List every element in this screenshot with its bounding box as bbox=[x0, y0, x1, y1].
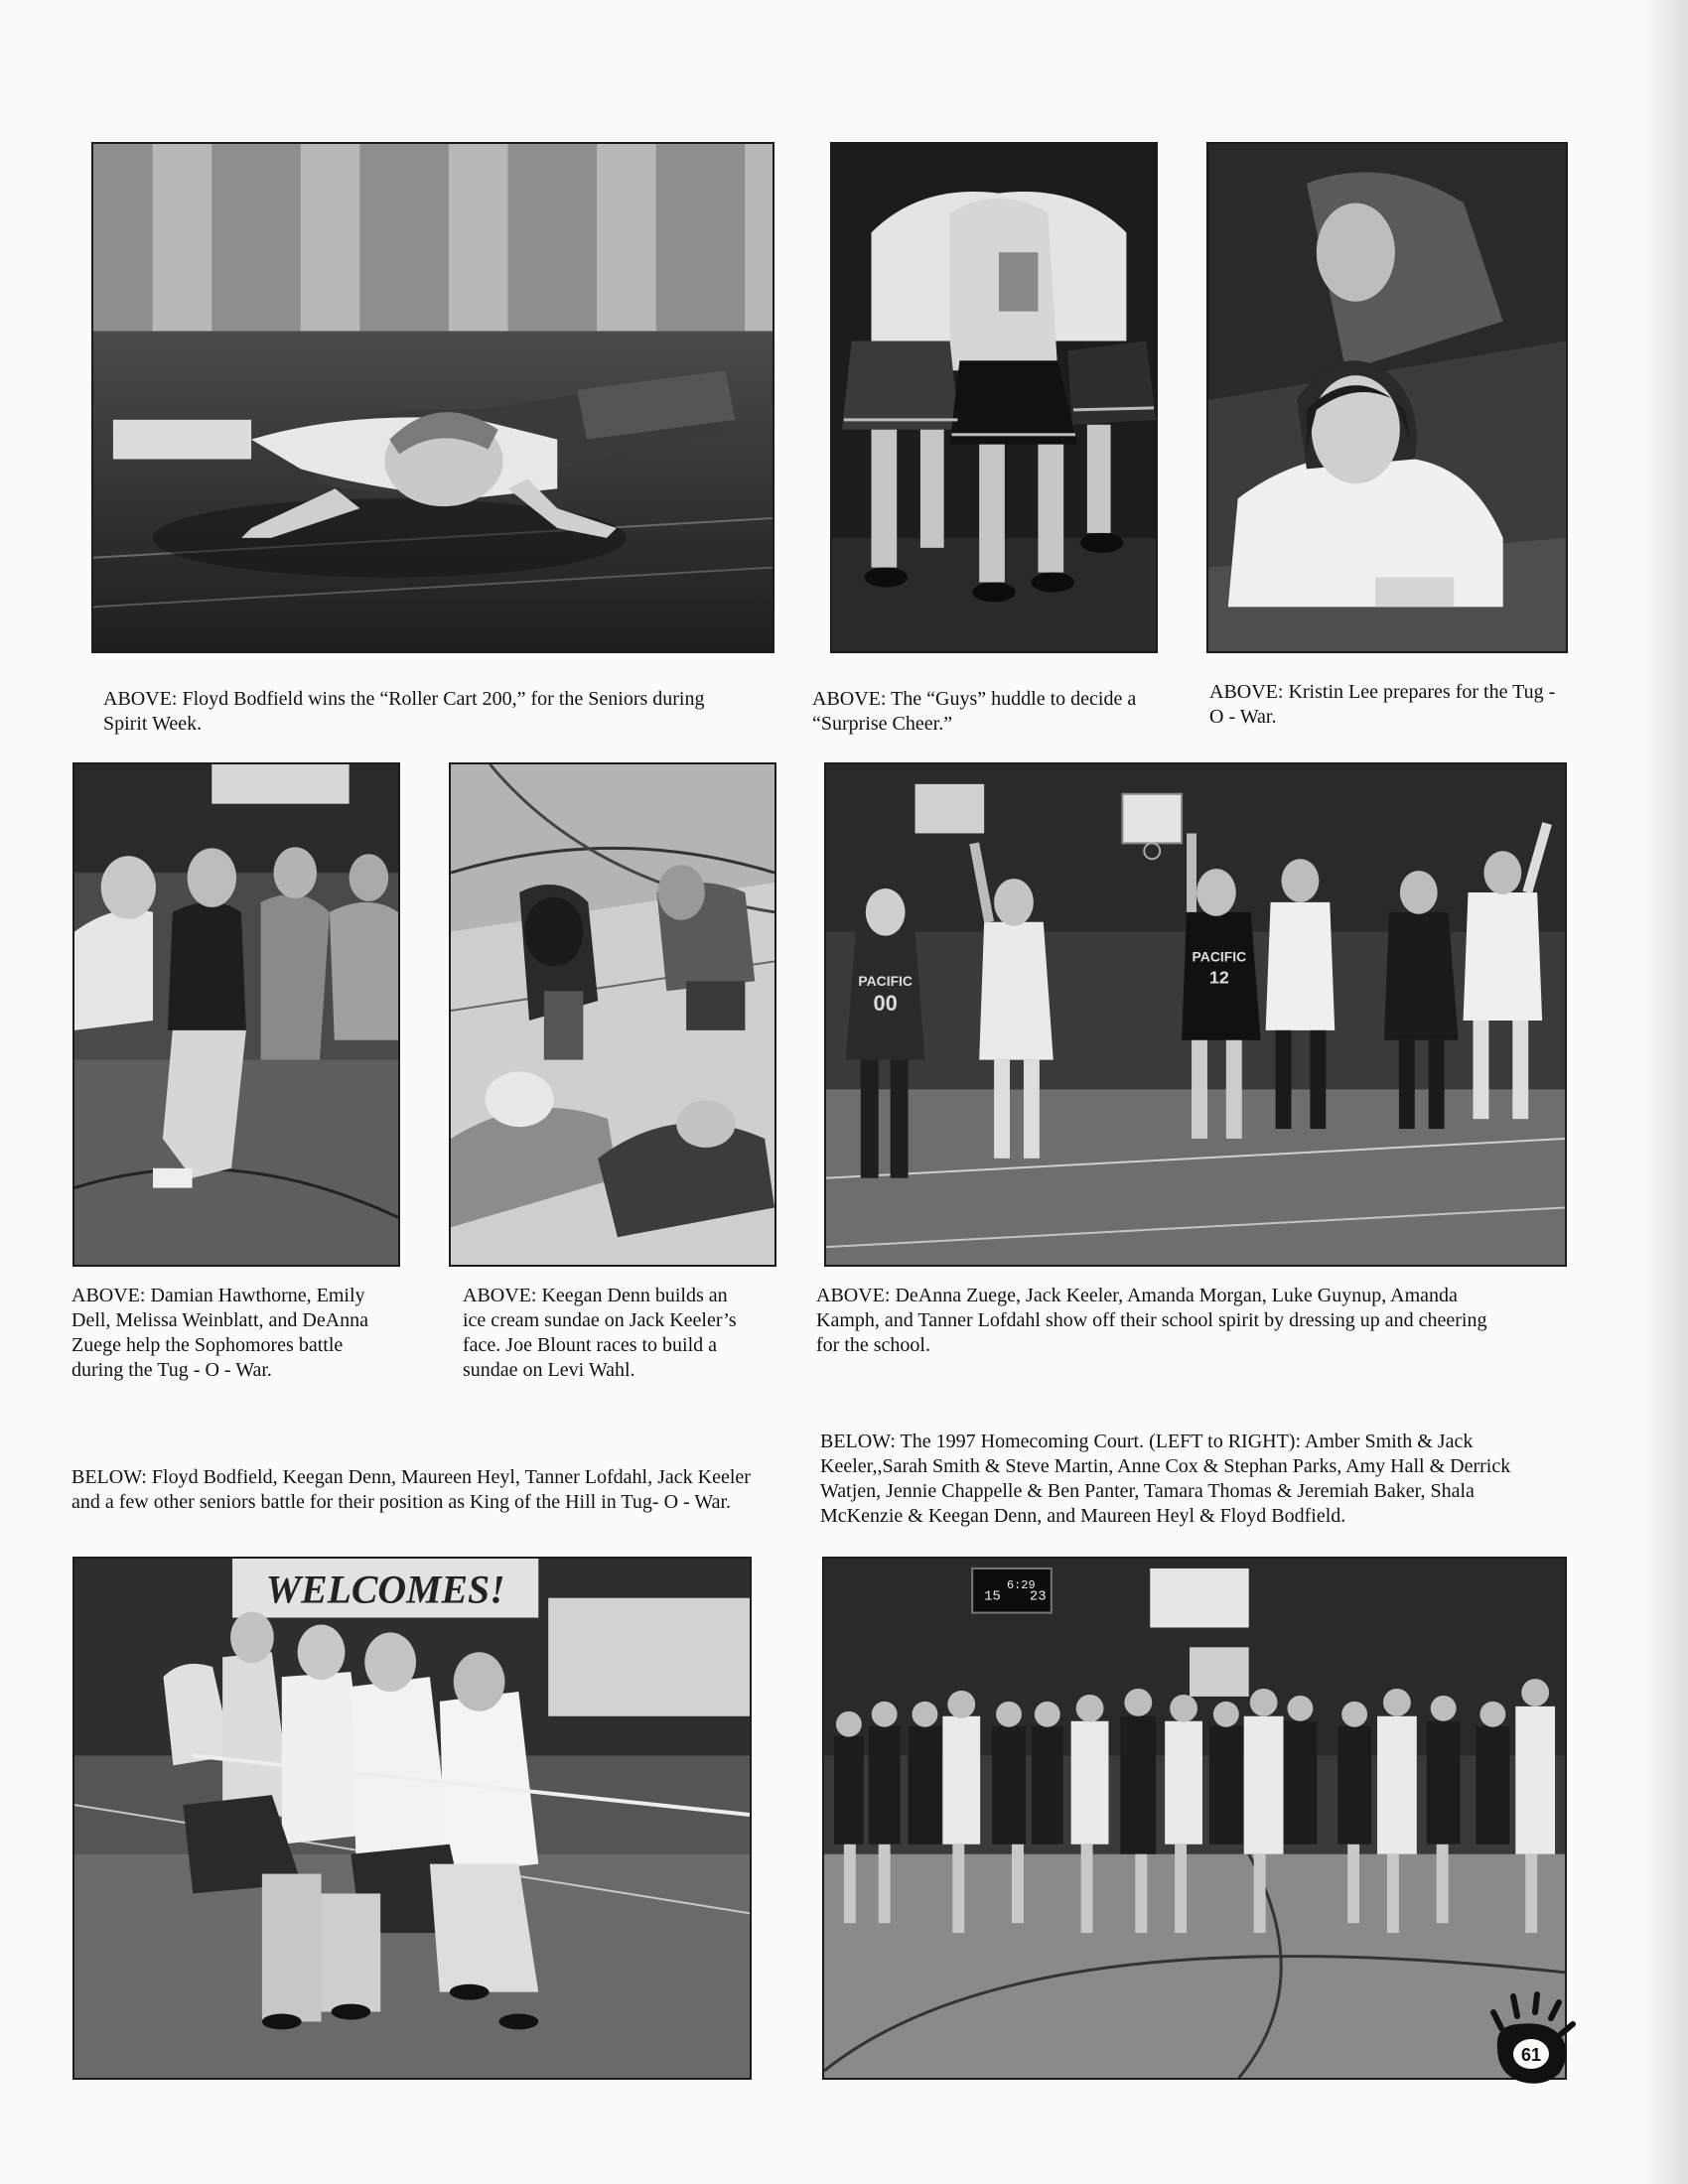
page-number: 61 bbox=[1520, 2045, 1542, 2065]
caption-cheering-squad: ABOVE: DeAnna Zuege, Jack Keeler, Amanda Morgan, Luke Guynup, Amanda Kamph, and Tanner Lofdahl show off their school spirit by dressing up and cheering for the school. bbox=[816, 1285, 1487, 1356]
caption-roller-cart: ABOVE: Floyd Bodfield wins the “Roller Cart 200,” for the Seniors during Spirit Week. bbox=[103, 688, 705, 735]
photo-homecoming-court bbox=[822, 1557, 1567, 2080]
banner-text: WELCOMES! bbox=[265, 1568, 505, 1612]
photo-roller-cart bbox=[91, 142, 774, 653]
page-number-hand-icon bbox=[1487, 1990, 1577, 2090]
caption-kristin-lee: ABOVE: Kristin Lee prepares for the Tug - O - War. bbox=[1209, 681, 1556, 728]
scoreboard-right: 23 bbox=[1029, 1588, 1047, 1605]
jersey-number-2: 12 bbox=[1208, 967, 1229, 988]
photo-ice-cream-sundae bbox=[449, 762, 776, 1267]
photo-cheering-squad bbox=[824, 762, 1567, 1267]
caption-homecoming-court: BELOW: The 1997 Homecoming Court. (LEFT to RIGHT): Amber Smith & Jack Keeler,,Sarah Smith & Steve Martin, Anne Cox & Stephan Parks, Amy Hall & Derrick Watjen, Jennie Chappelle & Ben Panter, Tamara Thomas & Jeremiah Baker, Shala McKenzie & Keegan Denn, and Maureen Heyl & Floyd Bodfield. bbox=[820, 1431, 1511, 1527]
photo-senior-tug bbox=[72, 1557, 752, 2080]
photo-guys-huddle bbox=[830, 142, 1158, 653]
scoreboard-left: 15 bbox=[984, 1588, 1001, 1605]
jersey-label-1: PACIFIC bbox=[858, 973, 913, 990]
caption-sophomore-tug: ABOVE: Damian Hawthorne, Emily Dell, Melissa Weinblatt, and DeAnna Zuege help the Sophomores battle during the Tug - O - War. bbox=[71, 1285, 369, 1381]
scoreboard-clock: 6:29 bbox=[1007, 1577, 1036, 1592]
caption-guys-huddle: ABOVE: The “Guys” huddle to decide a “Surprise Cheer.” bbox=[812, 688, 1137, 735]
jersey-number-1: 00 bbox=[873, 991, 898, 1017]
caption-ice-cream-sundae: ABOVE: Keegan Denn builds an ice cream sundae on Jack Keeler’s face. Joe Blount races to build a sundae on Levi Wahl. bbox=[463, 1285, 737, 1381]
caption-king-of-hill: BELOW: Floyd Bodfield, Keegan Denn, Maureen Heyl, Tanner Lofdahl, Jack Keeler and a few other seniors battle for their position as King of the Hill in Tug- O - War. bbox=[71, 1466, 751, 1513]
jersey-label-2: PACIFIC bbox=[1192, 948, 1247, 965]
photo-sophomore-tug bbox=[72, 762, 400, 1267]
photo-kristin-lee bbox=[1206, 142, 1568, 653]
page-edge-shadow bbox=[1642, 0, 1688, 2184]
